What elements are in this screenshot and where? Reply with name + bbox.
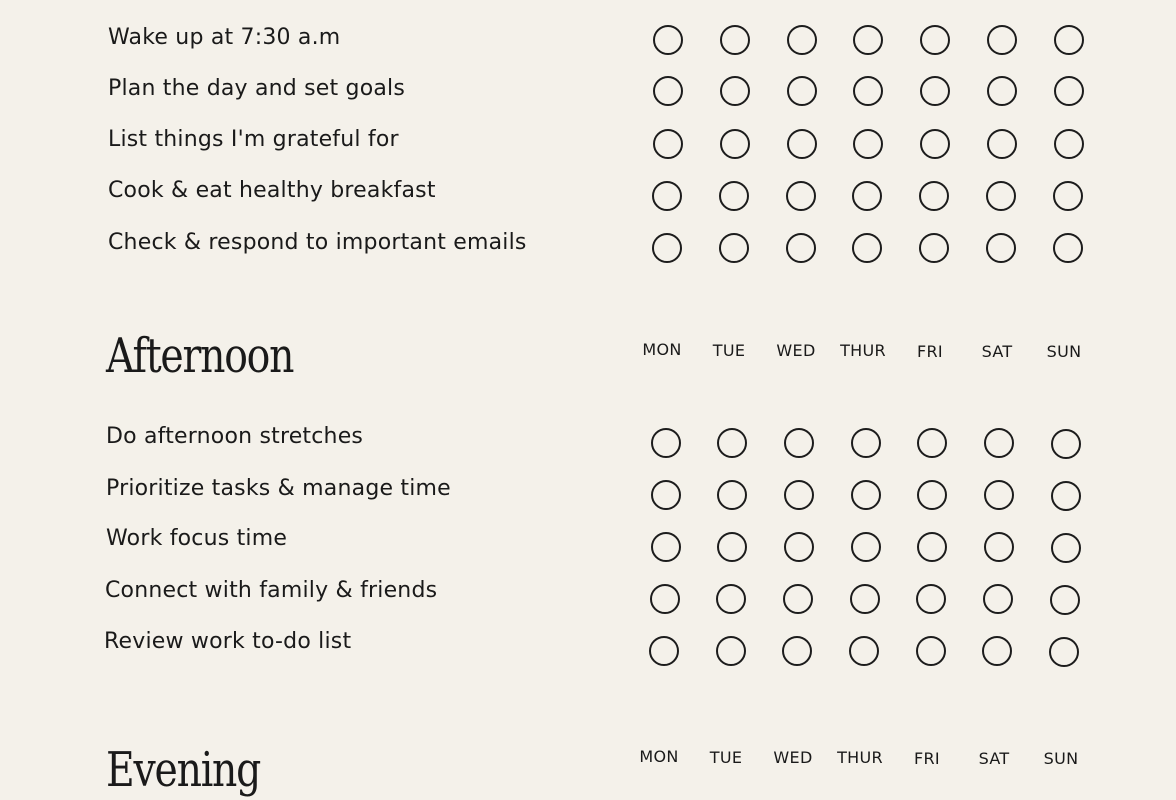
day-checkbox-wed[interactable] [787,25,817,55]
day-checkbox-thur[interactable] [853,25,883,55]
day-header-tue: TUE [709,748,743,767]
day-checkbox-mon[interactable] [649,636,679,666]
day-checkbox-mon[interactable] [650,584,680,614]
task-label: Do afternoon stretches [106,424,364,449]
day-checkbox-sat[interactable] [982,636,1012,666]
day-checkbox-thur[interactable] [853,129,883,159]
day-checkbox-thur[interactable] [852,181,882,211]
task-label: Review work to-do list [104,629,352,654]
day-checkbox-sat[interactable] [986,181,1016,211]
section-title-evening: Evening [106,742,261,798]
day-checkbox-fri[interactable] [917,480,947,510]
day-checkbox-mon[interactable] [653,25,683,55]
task-row [0,177,1176,229]
day-checkbox-wed[interactable] [784,480,814,510]
day-checkbox-tue[interactable] [717,428,747,458]
task-row [0,525,1176,577]
day-checkbox-thur[interactable] [851,428,881,458]
day-checkbox-mon[interactable] [651,532,681,562]
day-checkbox-wed[interactable] [787,129,817,159]
day-checkbox-wed[interactable] [784,428,814,458]
day-checkbox-tue[interactable] [719,233,749,263]
day-checkbox-sun[interactable] [1054,25,1084,55]
day-checkbox-tue[interactable] [720,76,750,106]
day-checkbox-sat[interactable] [986,233,1016,263]
day-checkbox-fri[interactable] [920,25,950,55]
day-checkbox-sat[interactable] [987,129,1017,159]
day-checkbox-thur[interactable] [851,480,881,510]
day-header-thur: THUR [837,748,883,767]
day-checkbox-sat[interactable] [983,584,1013,614]
day-header-mon: MON [639,747,679,766]
day-checkbox-wed[interactable] [787,76,817,106]
day-checkbox-mon[interactable] [651,428,681,458]
day-checkbox-mon[interactable] [653,129,683,159]
day-checkbox-wed[interactable] [786,233,816,263]
task-label: Prioritize tasks & manage time [106,476,451,501]
day-checkbox-tue[interactable] [717,532,747,562]
section-title-afternoon: Afternoon [106,328,294,384]
day-checkbox-mon[interactable] [651,480,681,510]
day-checkbox-thur[interactable] [851,532,881,562]
day-header-wed: WED [773,748,813,767]
day-checkbox-tue[interactable] [719,181,749,211]
day-checkbox-tue[interactable] [720,25,750,55]
task-row [0,75,1176,127]
day-header-fri: FRI [917,342,943,361]
day-checkbox-fri[interactable] [916,636,946,666]
day-checkbox-wed[interactable] [786,181,816,211]
task-row [0,577,1176,629]
day-checkbox-tue[interactable] [717,480,747,510]
day-checkbox-thur[interactable] [849,636,879,666]
day-checkbox-fri[interactable] [919,181,949,211]
day-checkbox-thur[interactable] [850,584,880,614]
task-row [0,229,1176,281]
day-header-sat: SAT [978,749,1010,768]
day-checkbox-sun[interactable] [1050,585,1080,615]
day-checkbox-mon[interactable] [652,233,682,263]
task-label: Connect with family & friends [105,578,438,603]
day-checkbox-sun[interactable] [1053,181,1083,211]
day-header-wed: WED [776,341,816,360]
task-label: Check & respond to important emails [108,230,527,255]
day-checkbox-sun[interactable] [1051,533,1081,563]
day-checkbox-tue[interactable] [720,129,750,159]
day-checkbox-thur[interactable] [852,233,882,263]
day-checkbox-fri[interactable] [917,532,947,562]
task-row [0,126,1176,178]
day-checkbox-mon[interactable] [653,76,683,106]
day-checkbox-sun[interactable] [1054,76,1084,106]
day-header-sat: SAT [981,342,1013,361]
day-header-fri: FRI [914,749,940,768]
day-checkbox-sun[interactable] [1054,129,1084,159]
day-header-mon: MON [642,340,682,359]
day-checkbox-sun[interactable] [1051,429,1081,459]
day-header-tue: TUE [712,341,746,360]
day-checkbox-fri[interactable] [916,584,946,614]
day-header-sun: SUN [1046,342,1082,361]
day-header-thur: THUR [840,341,886,360]
day-header-sun: SUN [1043,749,1079,768]
day-checkbox-wed[interactable] [783,584,813,614]
day-checkbox-thur[interactable] [853,76,883,106]
day-checkbox-fri[interactable] [920,76,950,106]
day-checkbox-fri[interactable] [917,428,947,458]
day-checkbox-fri[interactable] [920,129,950,159]
day-checkbox-sun[interactable] [1049,637,1079,667]
day-checkbox-sun[interactable] [1051,481,1081,511]
day-checkbox-sat[interactable] [984,532,1014,562]
task-row [0,24,1176,76]
day-checkbox-mon[interactable] [652,181,682,211]
day-checkbox-wed[interactable] [782,636,812,666]
task-label: Plan the day and set goals [108,76,406,101]
day-checkbox-sat[interactable] [987,76,1017,106]
day-checkbox-tue[interactable] [716,636,746,666]
day-checkbox-sat[interactable] [987,25,1017,55]
day-checkbox-sat[interactable] [984,480,1014,510]
task-label: List things I'm grateful for [108,127,399,152]
task-label: Cook & eat healthy breakfast [108,178,436,203]
day-checkbox-sun[interactable] [1053,233,1083,263]
task-label: Work focus time [106,526,288,551]
task-label: Wake up at 7:30 a.m [108,25,341,50]
day-checkbox-fri[interactable] [919,233,949,263]
day-checkbox-wed[interactable] [784,532,814,562]
day-checkbox-tue[interactable] [716,584,746,614]
task-row [0,628,1176,680]
day-checkbox-sat[interactable] [984,428,1014,458]
task-row [0,475,1176,527]
task-row [0,423,1176,475]
